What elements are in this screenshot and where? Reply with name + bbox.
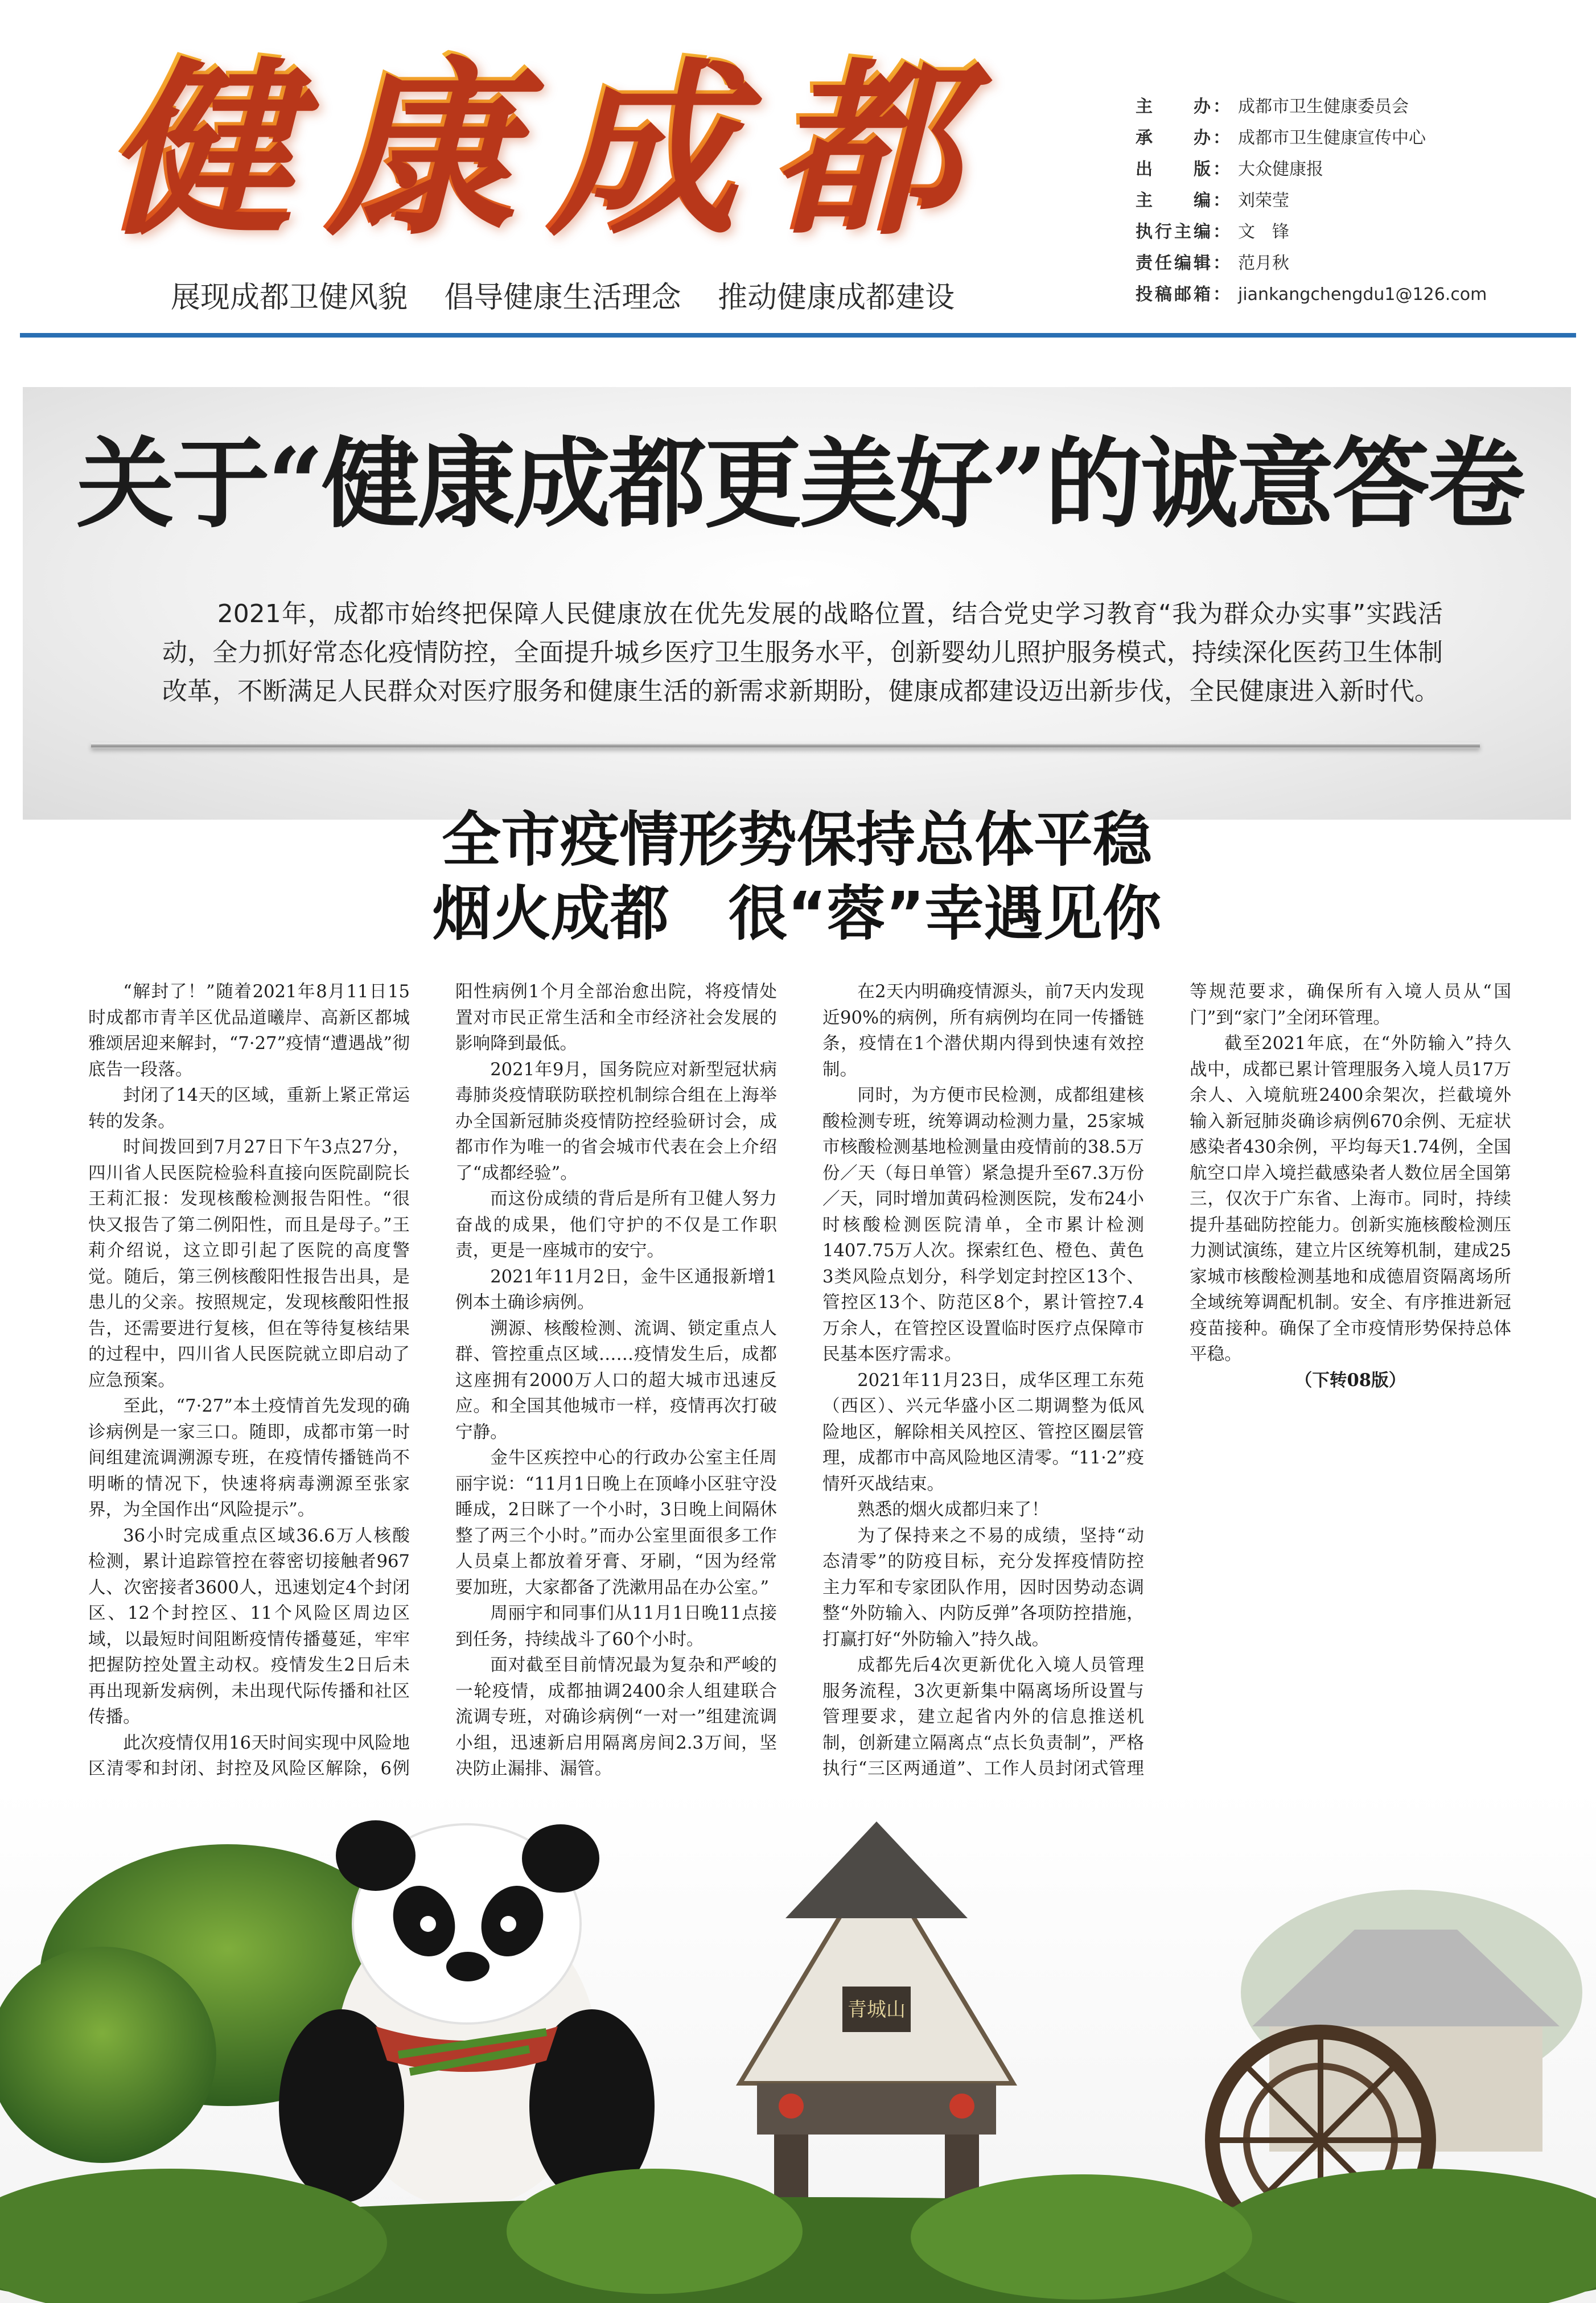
article-paragraph: 36小时完成重点区域36.6万人核酸检测，累计追踪管控在蓉密切接触者967人、次密接者3600人，迅速划定4个封闭区、12个封控区、11个风险区周边区域，以最短时间阻断疫情传播蔓延，牢牢把握防控处置主动权。疫情发生2日后未再出现新发病例，未出现代际传播和社区传播。 xyxy=(88,1525,410,1727)
article-paragraph: 熟悉的烟火成都归来了！ xyxy=(857,1500,1049,1520)
article-paragraph: 溯源、核酸检测、流调、锁定重点人群、管控重点区域……疫情发生后，成都这座拥有2000万人口的超大城市迅速反应。和全国其他城市一样，疫情再次打破宁静。 xyxy=(455,1318,777,1442)
banner-divider xyxy=(91,743,1480,749)
credit-value: 成都市卫生健康宣传中心 xyxy=(1238,128,1426,148)
article-paragraph: 2021年11月23日，成华区理工东苑（西区）、兴元华盛小区二期调整为低风险地区，解除相关风控区、管控区圈层管理，成都市中高风险地区清零。“11·2”疫情歼灭战结束。 xyxy=(822,1370,1144,1494)
article-paragraph: 此次疫情仅用16天时间实现中风险地区清零和封闭、封控及风险区解除，6例阳性病例1个月全部治愈出院，将疫情处置对市民正常生活和全市经济社会发展的影响降到最低。 xyxy=(88,982,777,1779)
masthead-divider xyxy=(20,333,1576,338)
pavilion-sign: 青城山 xyxy=(848,1998,906,2021)
article-paragraph: 同时，为方便市民检测，成都组建核酸检测专班，统筹调动检测力量，25家城市核酸检测基地检测量由疫情前的38.5万份／天（每日单管）紧急提升至67.3万份／天，同时增加黄码检测医院，发布24小时核酸检测医院清单，全市累计检测1407.75万人次。探索红色、橙色、黄色3类风险点划分，科学划定封控区13个、管控区13个、防范区8个，累计管控7.4万余人，在管控区设置临时医疗点保障市民基本医疗需求。 xyxy=(822,1085,1144,1364)
article-paragraph: 2021年11月2日，金牛区通报新增1例本土确诊病例。 xyxy=(455,1266,777,1313)
credit-value: jiankangchengdu1@126.com xyxy=(1238,285,1487,305)
credit-organizer xyxy=(1136,122,1579,154)
credit-chief-editor xyxy=(1136,185,1579,216)
slogan-1: 展现成都卫健风貌 xyxy=(171,281,408,315)
article-paragraph: 至此，“7·27”本土疫情首先发现的确诊病例是一家三口。随即，成都市第一时间组建流调溯源专班，在疫情传播链尚不明晰的情况下，快速将病毒溯源至张家界，为全国作出“风险提示”。 xyxy=(88,1396,410,1520)
continued-note: （下转08版） xyxy=(1294,1370,1406,1391)
feature-intro: 2021年，成都市始终把保障人民健康放在优先发展的战略位置，结合党史学习教育“我为群众办实事”实践活动，全力抓好常态化疫情防控，全面提升城乡医疗卫生服务水平，创新婴幼儿照护服务模式，持续深化医药卫生体制改革，不断满足人民群众对医疗服务和健康生活的新需求新期盼，健康成都建设迈出新步伐，全民健康进入新时代。 xyxy=(162,599,1443,706)
credit-publisher xyxy=(1136,154,1579,185)
slogan-2: 倡导健康生活理念 xyxy=(444,281,681,315)
masthead-title: 健康成都 xyxy=(102,46,1081,250)
article-paragraph: 面对截至目前情况最为复杂和严峻的一轮疫情，成都抽调2400余人组建联合流调专班，对确诊病例“一对一”组建流调小组，迅速新启用隔离房间2.3万间，坚决防止漏排、漏管。 xyxy=(455,1655,777,1779)
credit-label: 主 编： xyxy=(1136,191,1232,211)
credit-responsible-editor xyxy=(1136,248,1579,279)
article-headline-line1: 全市疫情形势保持总体平稳 xyxy=(441,805,1152,874)
article-paragraph: 截至2021年底，在“外防输入”持久战中，成都已累计管理服务入境人员17万余人、入境航班2400余架次，拦截境外输入新冠肺炎确诊病例670余例、无症状感染者430余例，平均每天1.74例，全国航空口岸入境拦截感染者人数位居全国第三，仅次于广东省、上海市。同时，持续提升基础防控能力。创新实施核酸检测压力测试演练，建立片区统筹机制，建成25家城市核酸检测基地和成德眉资隔离场所全域统筹调配机制。安全、有序推进新冠疫苗接种。确保了全市疫情形势保持总体平稳。 xyxy=(1190,1034,1511,1364)
credit-label: 承 办： xyxy=(1136,128,1232,148)
article-paragraph: 而这份成绩的背后是所有卫健人努力奋战的成果，他们守护的不仅是工作职责，更是一座城市的安宁。 xyxy=(455,1189,777,1261)
article-headline-line2: 烟火成都 很“蓉”幸遇见你 xyxy=(432,879,1162,948)
credit-value: 刘荣莹 xyxy=(1238,191,1289,211)
credit-value: 文 锋 xyxy=(1238,222,1289,242)
credit-value: 成都市卫生健康委员会 xyxy=(1238,97,1409,117)
feature-title: 关于“健康成都更美好”的诚意答卷 xyxy=(76,426,1523,541)
credit-value: 大众健康报 xyxy=(1238,159,1323,179)
slogan-3: 推动健康成都建设 xyxy=(718,281,955,315)
credit-label: 执行主编： xyxy=(1136,222,1232,242)
article-paragraph: “解封了！”随着2021年8月11日15时成都市青羊区优品道曦岸、高新区都城雅颂居迎来解封，“7·27”疫情“遭遇战”彻底告一段落。 xyxy=(88,982,410,1080)
credit-label: 主 办： xyxy=(1136,97,1232,117)
credit-value: 范月秋 xyxy=(1238,253,1289,273)
article-paragraph: 2021年9月，国务院应对新型冠状病毒肺炎疫情联防联控机制综合组在上海举办全国新冠肺炎疫情防控经验研讨会，成都市作为唯一的省会城市代表在会上介绍了“成都经验”。 xyxy=(455,1059,777,1183)
credit-label: 出 版： xyxy=(1136,159,1232,179)
publication-credits xyxy=(1136,91,1579,310)
credit-email xyxy=(1136,279,1579,310)
article-paragraph: 时间拨回到7月27日下午3点27分，四川省人民医院检验科直接向医院副院长王莉汇报：发现核酸检测报告阳性。“很快又报告了第二例阳性，而且是母子。”王莉介绍说，这立即引起了医院的高度警觉。随后，第三例核酸阳性报告出具，是患儿的父亲。按照规定，发现核酸阳性报告，还需要进行复核，但在等待复核结果的过程中，四川省人民医院就立即启动了应急预案。 xyxy=(88,1137,410,1391)
article-body xyxy=(88,979,1511,1787)
article-paragraph: 金牛区疾控中心的行政办公室主任周丽宇说：“11月1日晚上在顶峰小区驻守没睡成，2日眯了一个小时，3日晚上间隔休整了两三个小时。”而办公室里面很多工作人员桌上都放着牙膏、牙刷，“因为经常要加班，大家都备了洗漱用品在办公室。” xyxy=(455,1448,777,1598)
article-paragraph: 封闭了14天的区域，重新上紧正常运转的发条。 xyxy=(88,1085,410,1132)
credit-label: 投稿邮箱： xyxy=(1136,285,1232,305)
credit-executive-editor xyxy=(1136,216,1579,248)
illustration-panda-scenery xyxy=(0,1787,1596,2303)
credit-sponsor xyxy=(1136,91,1579,122)
slogan xyxy=(171,278,1025,318)
article-paragraph: 周丽宇和同事们从11月1日晚11点接到任务，持续战斗了60个小时。 xyxy=(455,1603,777,1650)
article-paragraph: 在2天内明确疫情源头，前7天内发现近90%的病例，所有病例均在同一传播链条，疫情在1个潜伏期内得到快速有效控制。 xyxy=(822,982,1144,1080)
article-paragraph: 为了保持来之不易的成绩，坚持“动态清零”的防疫目标，充分发挥疫情防控主力军和专家团队作用，因时因势动态调整“外防输入、内防反弹”各项防控措施，打赢打好“外防输入”持久战。 xyxy=(822,1525,1144,1650)
credit-label: 责任编辑： xyxy=(1136,253,1232,273)
article-paragraph: 成都先后4次更新优化入境人员管理服务流程，3次更新集中隔离场所设置与管理要求，建立起省内外的信息推送机制，创新建立隔离点“点长负责制”，严格执行“三区两通道”、工作人员封闭式管理等规范要求，确保所有入境人员从“国门”到“家门”全闭环管理。 xyxy=(822,982,1511,1779)
